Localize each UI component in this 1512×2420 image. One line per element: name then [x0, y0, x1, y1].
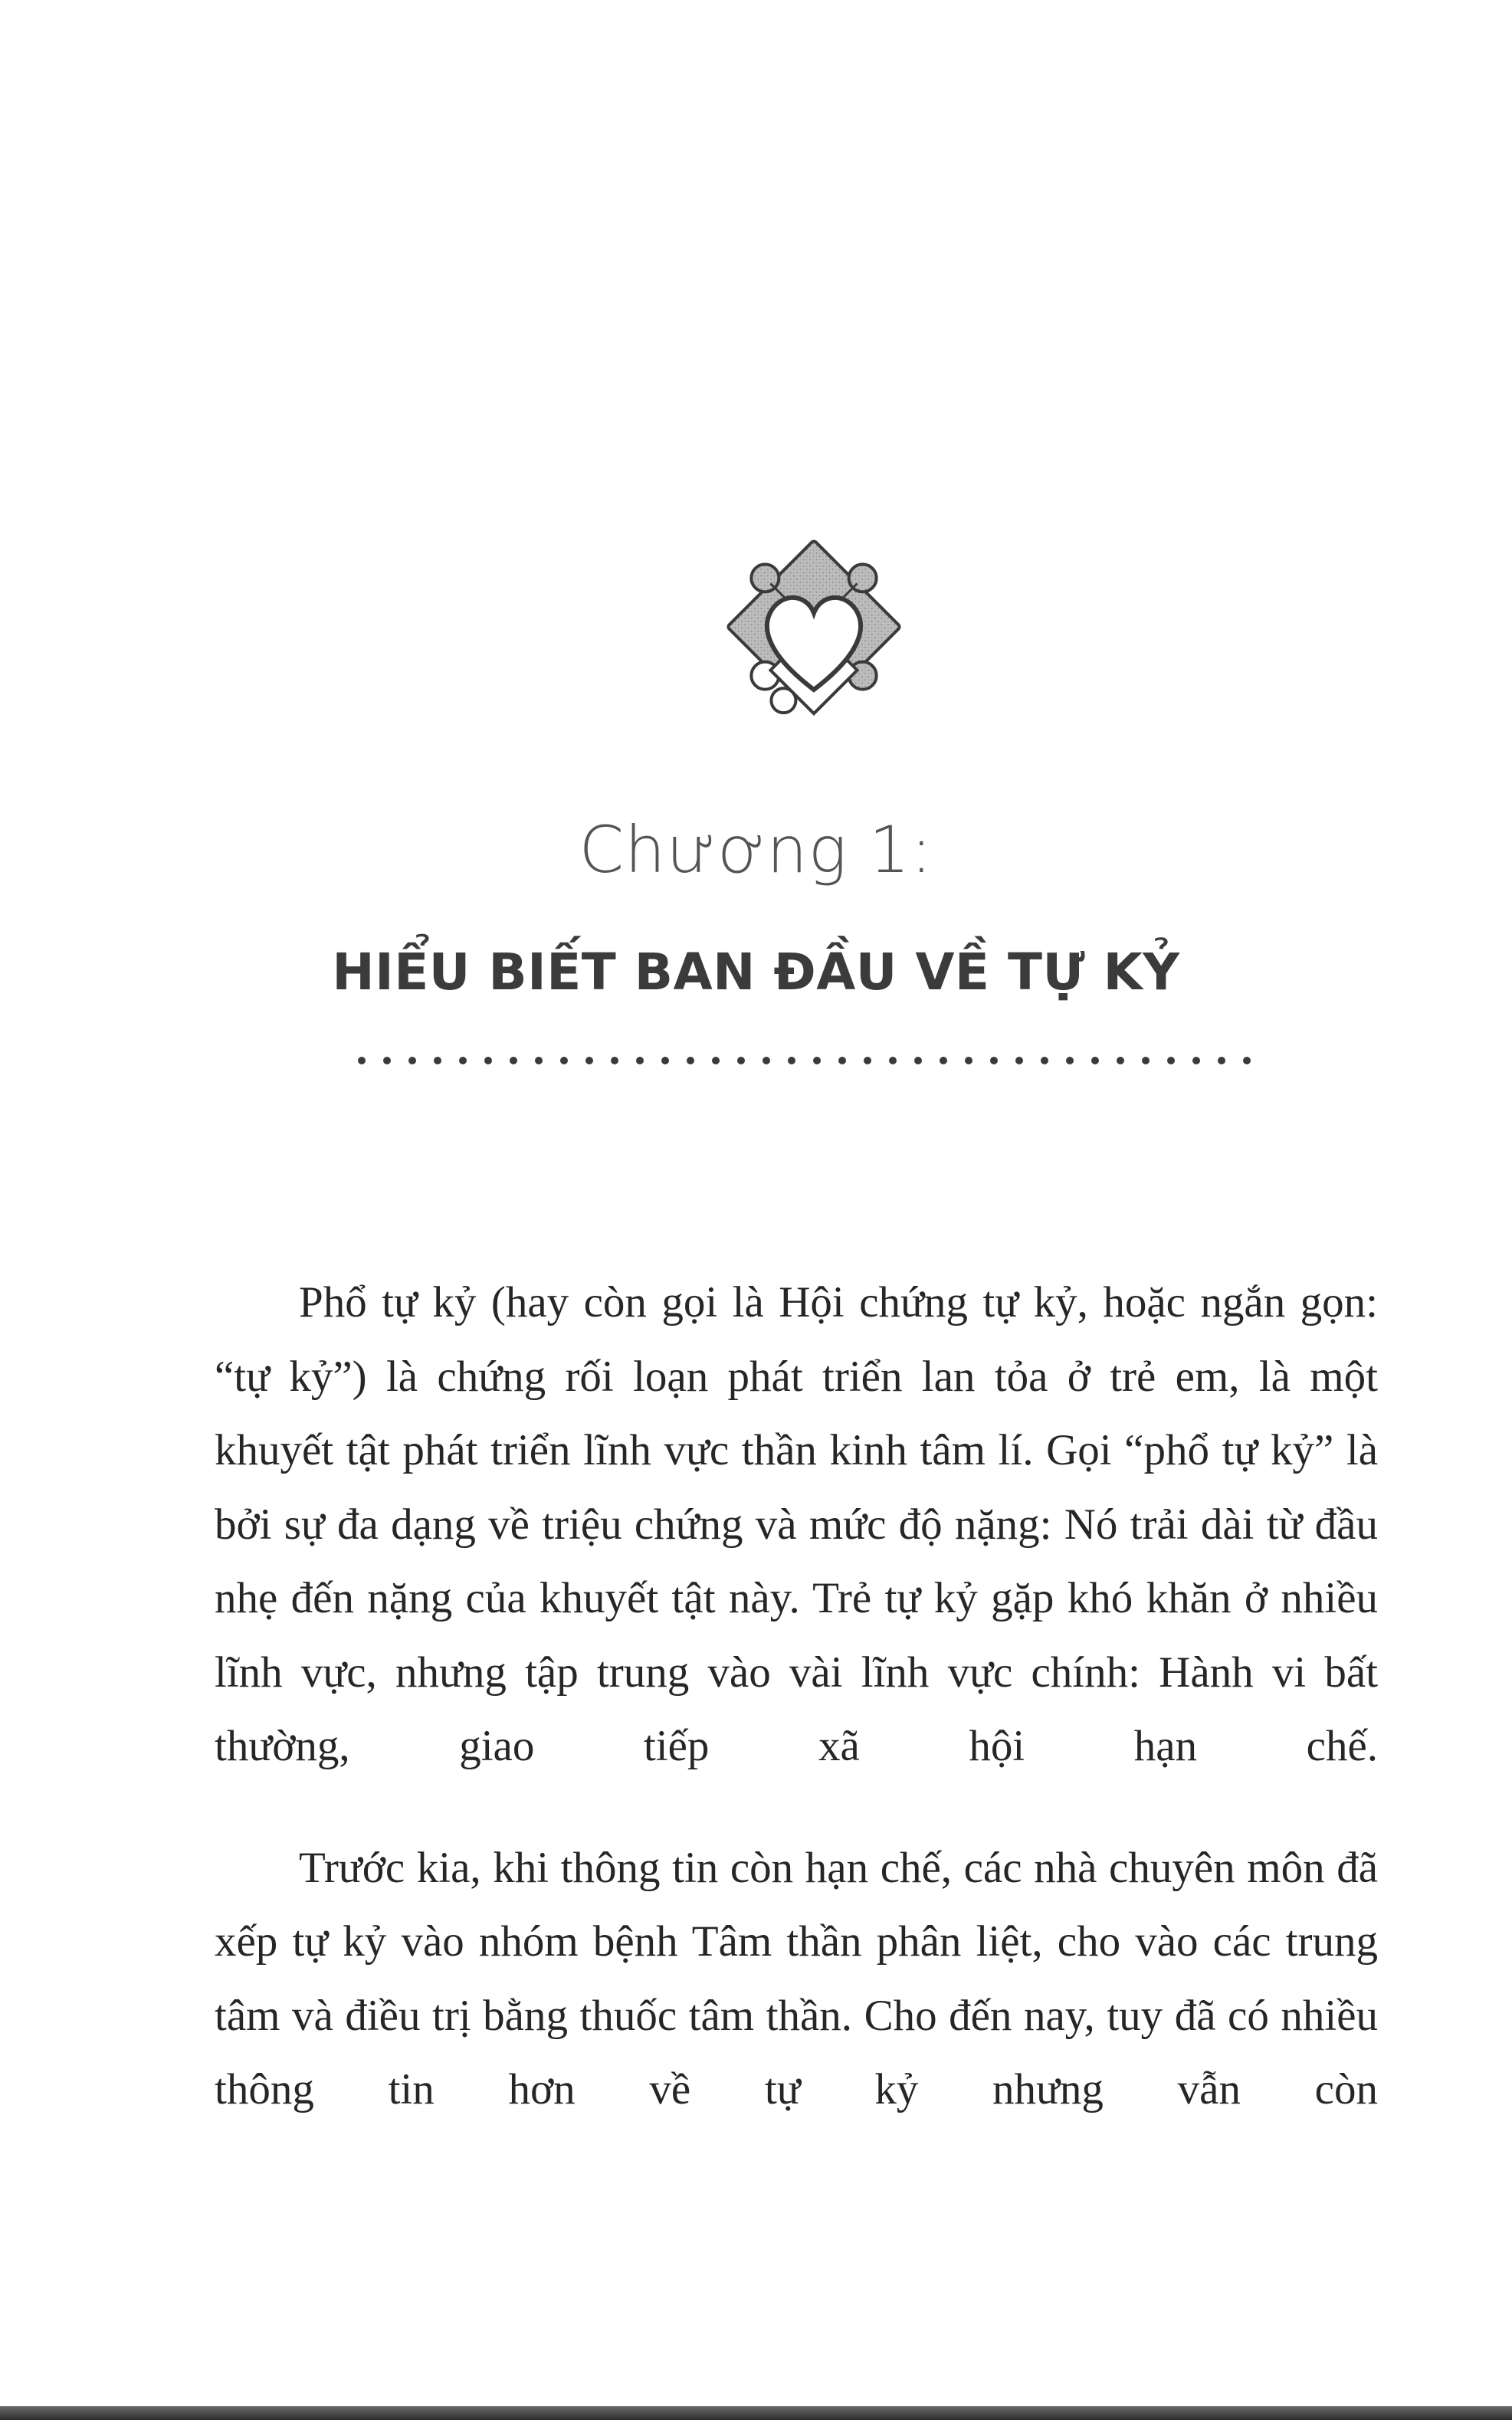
- dotted-divider: [353, 1051, 1264, 1070]
- chapter-title: HIỂU BIẾT BAN ĐẦU VỀ TỰ KỶ: [332, 943, 1180, 1002]
- chapter-body: [215, 1266, 1378, 2127]
- puzzle-heart-icon: [694, 512, 935, 746]
- paragraph-1: Phổ tự kỷ (hay còn gọi là Hội chứng tự kỷ, hoặc ngắn gọn: “tự kỷ”) là chứng rối loạn phát triển lan tỏa ở trẻ em, là một khuyết tật phát triển lĩnh vực thần kinh tâm lí. Gọi “phổ tự kỷ” là bởi sự đa dạng về triệu chứng và mức độ nặng: Nó trải dài từ đầu nhẹ đến nặng của khuyết tật này. Trẻ tự kỷ gặp khó khăn ở nhiều lĩnh vực, nhưng tập trung vào vài lĩnh vực chính: Hành vi bất thường, giao tiếp xã hội hạn chế.: [215, 1278, 1378, 1770]
- paragraph-2: Trước kia, khi thông tin còn hạn chế, các nhà chuyên môn đã xếp tự kỷ vào nhóm bệnh Tâm thần phân liệt, cho vào các trung tâm và điều trị bằng thuốc tâm thần. Cho đến nay, tuy đã có nhiều thông tin hơn về tự kỷ nhưng vẫn còn: [215, 1843, 1378, 2113]
- chapter-label: Chương 1:: [579, 812, 933, 887]
- page-bottom-edge: [0, 2406, 1512, 2420]
